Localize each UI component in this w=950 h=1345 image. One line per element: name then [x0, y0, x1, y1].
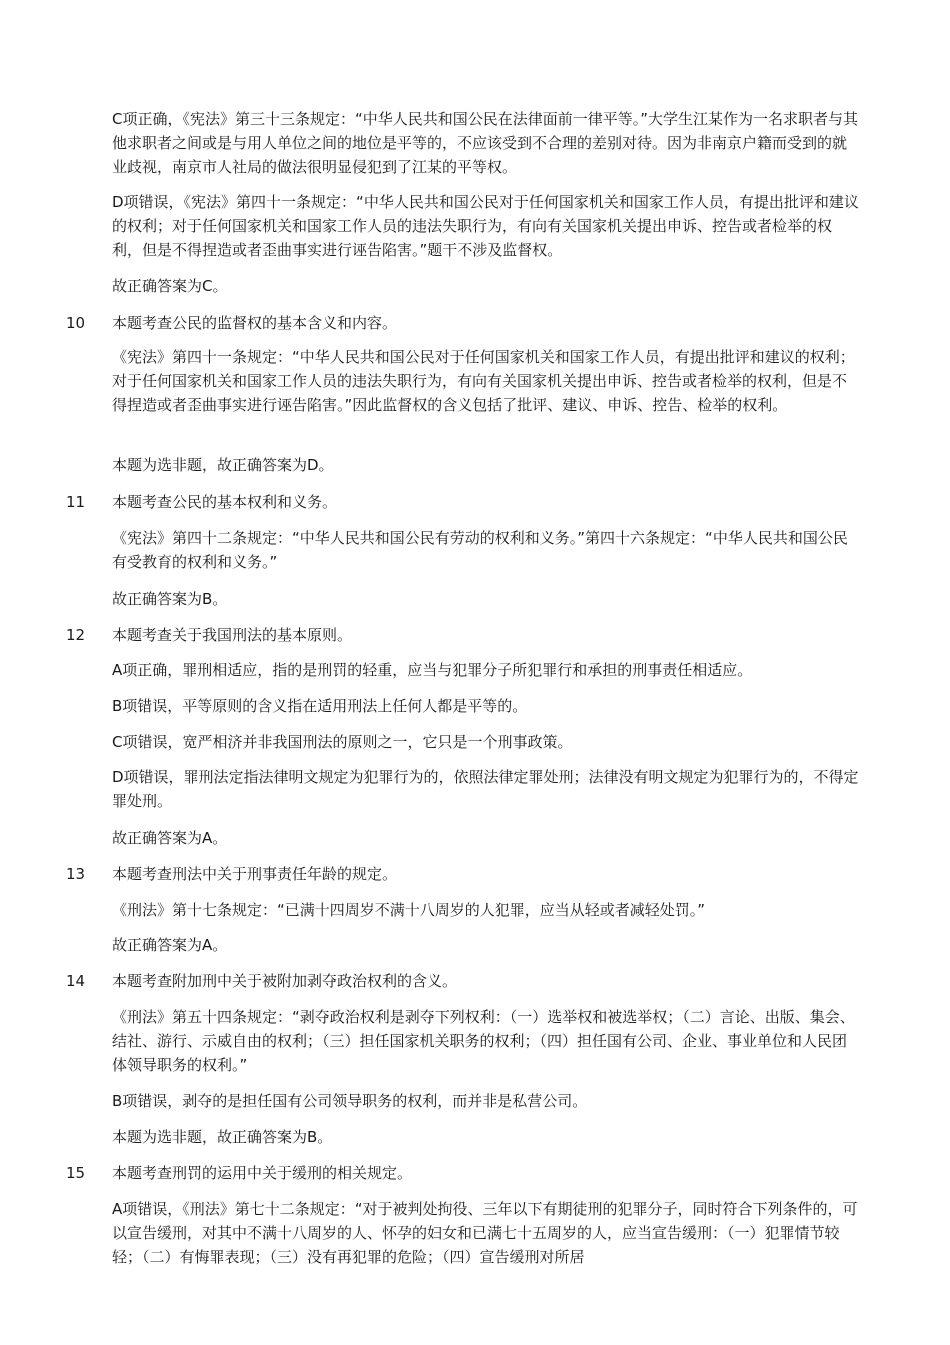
q12-option-c-text: C项错误，宽严相济并非我国刑法的原则之一，它只是一个刑事政策。: [112, 733, 573, 751]
q14-number: 14: [66, 972, 86, 990]
q10-number: 10: [66, 314, 86, 332]
q10-title: 本题考查公民的监督权的基本含义和内容。: [112, 314, 398, 332]
q11-title: 本题考查公民的基本权利和义务。: [112, 493, 338, 511]
q10-answer-text: 本题为选非题，故正确答案为D。: [112, 456, 334, 474]
q12-option-a-text: A项正确，罪刑相适应，指的是刑罚的轻重，应当与犯罪分子所犯罪行和承担的刑事责任相适应。: [112, 661, 753, 679]
q14-option-b-text: B项错误，剥夺的是担任国有公司领导职务的权利，而并非是私营公司。: [112, 1092, 588, 1110]
q15-number: 15: [66, 1164, 86, 1182]
q11-explanation-text: 《宪法》第四十二条规定：“中华人民共和国公民有劳动的权利和义务。”第四十六条规定：“中华人民共和国公民有受教育的权利和义务。”: [112, 529, 848, 571]
q14-explanation-text: 《刑法》第五十四条规定：“剥夺政治权利是剥夺下列权利：（一）选举权和被选举权；（二）言论、出版、集会、结社、游行、示威自由的权利；（三）担任国家机关职务的权利；（四）担任国有公司、企业、事业单位和人民团体领导职务的权利。”: [112, 1008, 855, 1074]
q12-title: 本题考查关于我国刑法的基本原则。: [112, 626, 353, 644]
q9-option-c-text: C项正确，《宪法》第三十三条规定：“中华人民共和国公民在法律面前一律平等。”大学生江某作为一名求职者与其他求职者之间或是与用人单位之间的地位是平等的，不应该受到不合理的差别对待。因为非南京户籍而受到的就业歧视，南京市人社局的做法很明显侵犯到了江某的平等权。: [112, 110, 859, 176]
q13-explanation-text: 《刑法》第十七条规定：“已满十四周岁不满十八周岁的人犯罪，应当从轻或者减轻处罚。”: [112, 901, 706, 919]
q14-title: 本题考查附加刑中关于被附加剥夺政治权利的含义。: [112, 972, 458, 990]
q11-answer-text: 故正确答案为B。: [112, 590, 228, 608]
q9-answer-text: 故正确答案为C。: [112, 277, 228, 295]
q13-number: 13: [66, 865, 86, 883]
q11-number: 11: [66, 493, 86, 511]
q13-answer-text: 故正确答案为A。: [112, 936, 228, 954]
q12-option-b-text: B项错误，平等原则的含义指在适用刑法上任何人都是平等的。: [112, 697, 528, 715]
q15-title: 本题考查刑罚的运用中关于缓刑的相关规定。: [112, 1164, 413, 1182]
q14-answer-text: 本题为选非题，故正确答案为B。: [112, 1128, 333, 1146]
q15-option-a-text: A项错误，《刑法》第七十二条规定：“对于被判处拘役、三年以下有期徒刑的犯罪分子，同时符合下列条件的，可以宣告缓刑，对其中不满十八周岁的人、怀孕的妇女和已满七十五周岁的人，应当宣告缓刑：（一）犯罪情节较轻；（二）有悔罪表现；（三）没有再犯罪的危险；（四）宣告缓刑对所居: [112, 1200, 858, 1266]
q12-number: 12: [66, 626, 86, 644]
q10-explanation-text: 《宪法》第四十一条规定：“中华人民共和国公民对于任何国家机关和国家工作人员，有提出批评和建议的权利；对于任何国家机关和国家工作人员的违法失职行为，有向有关国家机关提出申诉、控告或者检举的权利，但是不得捏造或者歪曲事实进行诬告陷害。”因此监督权的含义包括了批评、建议、申诉、控告、检举的权利。: [112, 348, 855, 414]
q12-option-d-text: D项错误，罪刑法定指法律明文规定为犯罪行为的，依照法律定罪处刑；法律没有明文规定为犯罪行为的，不得定罪处刑。: [112, 768, 859, 810]
q9-option-d-text: D项错误，《宪法》第四十一条规定：“中华人民共和国公民对于任何国家机关和国家工作人员，有提出批评和建议的权利；对于任何国家机关和国家工作人员的违法失职行为，有向有关国家机关提出申诉、控告或者检举的权利，但是不得捏造或者歪曲事实进行诬告陷害。”题干不涉及监督权。: [112, 193, 859, 259]
q13-title: 本题考查刑法中关于刑事责任年龄的规定。: [112, 865, 398, 883]
q12-answer-text: 故正确答案为A。: [112, 829, 228, 847]
